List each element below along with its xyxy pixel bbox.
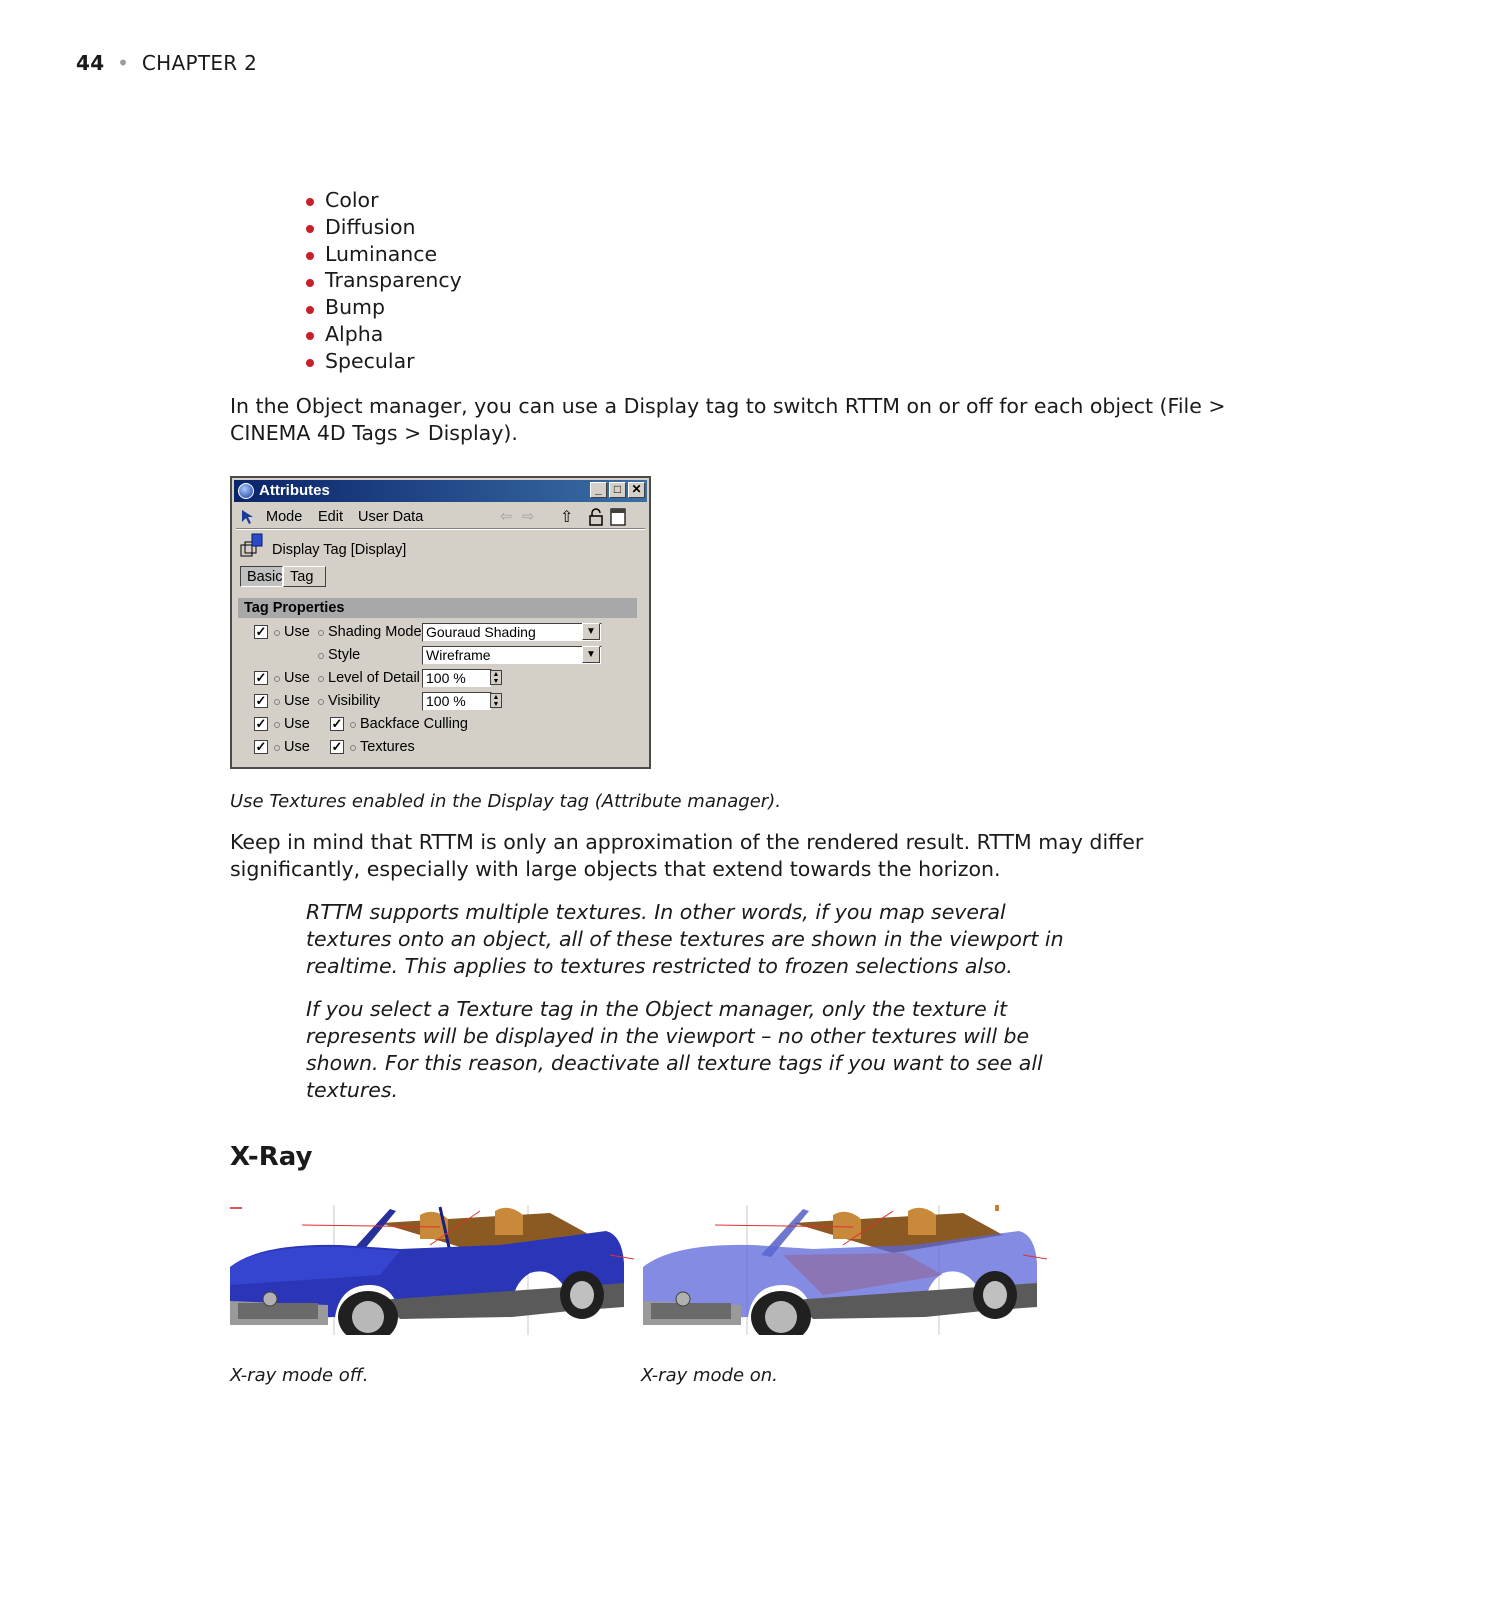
menu-edit[interactable]: Edit (318, 509, 343, 525)
list-item (306, 187, 462, 214)
up-arrow-icon[interactable]: ⇧ (560, 509, 574, 526)
divider (236, 528, 645, 530)
chevron-down-icon[interactable]: ▼ (582, 623, 600, 640)
property-row-visibility (232, 691, 649, 713)
use-checkbox[interactable]: ✓ (255, 670, 267, 685)
forward-arrow-icon[interactable]: ⇨ (522, 509, 535, 525)
figure-caption: Use Textures enabled in the Display tag (Attribute manager). (230, 791, 781, 812)
animation-dot-icon (274, 722, 280, 728)
section-title: X-Ray (230, 1142, 313, 1172)
list-item (306, 214, 462, 241)
list-item (306, 241, 462, 268)
header-separator: • (117, 51, 130, 75)
bullet-icon (306, 359, 314, 367)
use-label: Use (284, 624, 310, 640)
use-checkbox[interactable]: ✓ (255, 739, 267, 754)
channel-list (306, 187, 462, 375)
style-select[interactable]: Wireframe (422, 646, 602, 665)
property-label: Backface Culling (360, 716, 468, 732)
property-label: Shading Mode (328, 624, 422, 640)
shading-mode-select[interactable]: Gouraud Shading (422, 623, 602, 642)
spinner-arrows-icon[interactable]: ▲ ▼ (490, 693, 502, 708)
list-item-text: Color (325, 188, 379, 212)
use-label: Use (284, 693, 310, 709)
bullet-icon (306, 332, 314, 340)
animation-dot-icon (350, 722, 356, 728)
property-row-shading-mode (232, 622, 649, 644)
menu-user-data[interactable]: User Data (358, 509, 424, 525)
bullet-icon (306, 306, 314, 314)
object-label: Display Tag [Display] (272, 542, 407, 558)
bullet-icon (306, 225, 314, 233)
property-row-style (232, 645, 649, 667)
textures-checkbox[interactable]: ✓ (331, 739, 343, 754)
close-icon[interactable]: ✕ (628, 482, 645, 498)
bullet-icon (306, 279, 314, 287)
display-tag-icon (238, 532, 266, 560)
bullet-icon (306, 252, 314, 260)
property-label: Textures (360, 739, 415, 755)
list-item (306, 294, 462, 321)
bullet-icon (306, 198, 314, 206)
tab-basic[interactable]: Basic (240, 566, 283, 587)
use-checkbox[interactable]: ✓ (255, 716, 267, 731)
use-checkbox[interactable]: ✓ (255, 693, 267, 708)
list-item-text: Diffusion (325, 214, 416, 239)
new-window-icon[interactable] (610, 508, 626, 526)
lock-icon[interactable] (588, 508, 604, 526)
cinema4d-logo-icon (238, 483, 254, 499)
list-item-text: Transparency (325, 268, 462, 293)
note-texture-tag: If you select a Texture tag in the Object manager, only the texture it represents will be displayed in the viewport – no other textures will be shown. For this reason, deactivate all texture tags if you want to see all textures. (306, 997, 1043, 1102)
property-row-level-of-detail (232, 668, 649, 690)
spinner-arrows-icon[interactable]: ▲ ▼ (490, 670, 502, 685)
property-row-backface-culling (232, 714, 649, 736)
animation-dot-icon (350, 745, 356, 751)
chapter-label: CHAPTER 2 (141, 51, 258, 75)
section-header: Tag Properties (238, 598, 637, 618)
backface-culling-checkbox[interactable]: ✓ (331, 716, 343, 731)
maximize-icon[interactable]: □ (609, 482, 626, 498)
use-checkbox[interactable]: ✓ (255, 624, 267, 639)
window-title: Attributes (259, 482, 330, 499)
running-head (76, 51, 257, 75)
list-item (306, 267, 462, 294)
animation-dot-icon (318, 653, 324, 659)
minimize-icon[interactable]: _ (590, 482, 607, 498)
use-label: Use (284, 716, 310, 732)
animation-dot-icon (318, 676, 324, 682)
property-label: Style (328, 647, 361, 663)
property-row-textures (232, 737, 649, 759)
animation-dot-icon (274, 676, 280, 682)
figure-caption-xray-on: X-ray mode on. (641, 1365, 778, 1386)
menubar (236, 506, 645, 528)
use-label: Use (284, 670, 310, 686)
use-label: Use (284, 739, 310, 755)
attributes-window (230, 476, 651, 769)
menu-mode[interactable]: Mode (266, 509, 303, 525)
window-titlebar (234, 480, 647, 502)
visibility-input[interactable]: 100 % (422, 692, 492, 711)
animation-dot-icon (318, 630, 324, 636)
animation-dot-icon (274, 699, 280, 705)
property-label: Level of Detail (328, 670, 420, 686)
chevron-down-icon[interactable]: ▼ (582, 646, 600, 663)
tab-tag[interactable]: Tag (283, 566, 326, 587)
pointer-tool-icon[interactable] (240, 509, 258, 525)
note-multiple-textures: RTTM supports multiple textures. In other words, if you map several textures onto an object, all of these textures are shown in the viewport in realtime. This applies to textures restricted to frozen selections also. (306, 900, 1064, 978)
list-item-text: Luminance (325, 241, 438, 266)
list-item (306, 321, 462, 348)
paragraph-display-tag: In the Object manager, you can use a Display tag to switch RTTM on or off for each object (File > CINEMA 4D Tags > Display). (230, 394, 1226, 445)
list-item (306, 348, 462, 375)
page-number: 44 (76, 51, 105, 75)
list-item-text: Specular (325, 348, 415, 373)
xray-on-image (643, 1205, 1047, 1335)
animation-dot-icon (274, 745, 280, 751)
back-arrow-icon[interactable]: ⇦ (500, 509, 513, 525)
property-label: Visibility (328, 693, 381, 709)
figure-caption-xray-off: X-ray mode off. (230, 1365, 369, 1386)
level-of-detail-input[interactable]: 100 % (422, 669, 492, 688)
paragraph-approximation: Keep in mind that RTTM is only an approximation of the rendered result. RTTM may differ significantly, especially with large objects that extend towards the horizon. (230, 830, 1144, 881)
animation-dot-icon (318, 699, 324, 705)
list-item-text: Alpha (325, 321, 384, 346)
animation-dot-icon (274, 630, 280, 636)
list-item-text: Bump (325, 295, 386, 320)
xray-off-image (230, 1205, 634, 1335)
